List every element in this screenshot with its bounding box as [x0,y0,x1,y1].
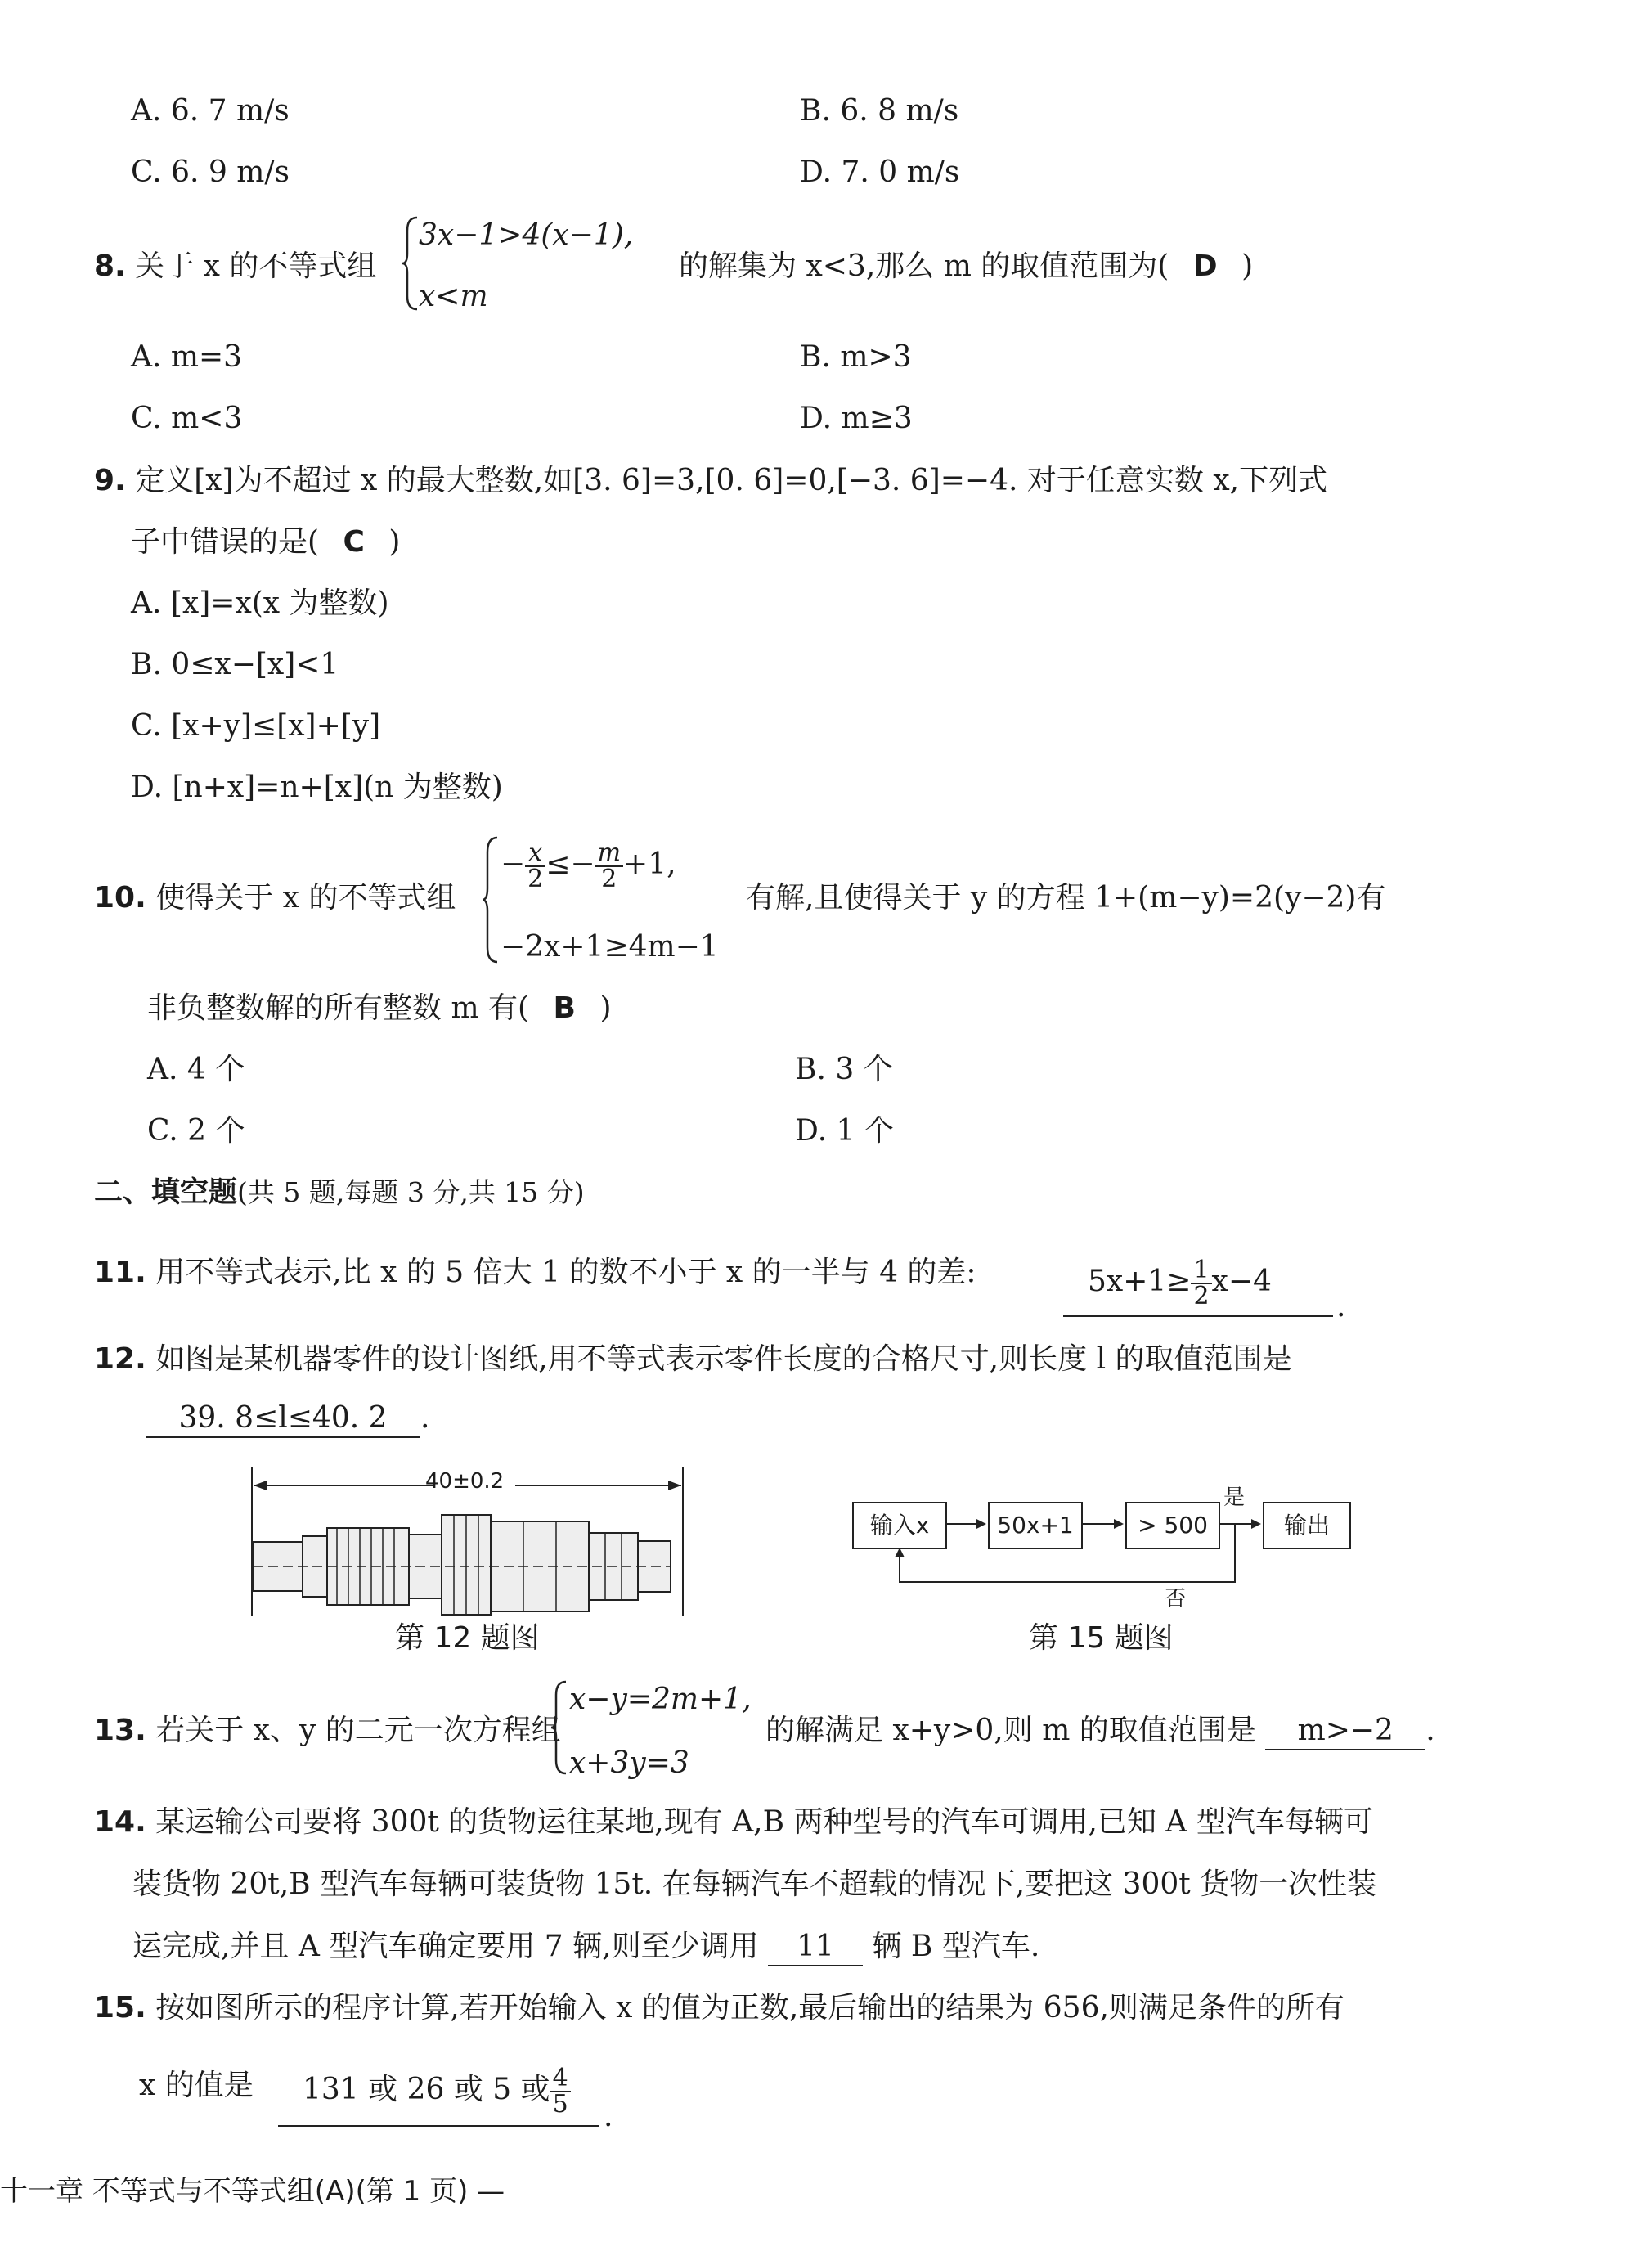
q15-number: 15. [94,1991,146,2025]
q14-text3b: 辆 B 型汽车. [872,1930,1040,1963]
q10-row1-leq: ≤− [545,847,595,881]
flow-arrows [851,1497,1358,1603]
flow-output-box: 输出 [1263,1502,1351,1549]
q13-stem [94,1716,561,1746]
q8-close: ) [1241,249,1254,283]
q10-prefix: 使得关于 x 的不等式组 [155,881,456,915]
q14-line1 [94,1805,1373,1839]
q15-end: . [604,2100,613,2133]
q15-answer-frac [550,2066,571,2117]
q10-system-row2: −2x+1≥4m−1 [501,930,719,964]
q8-brace [401,214,420,312]
q15-answer-a: 131 或 26 或 5 或 [303,2073,550,2106]
q10-frac-m-over-2 [595,838,623,893]
q13-brace [550,1679,569,1777]
q10-frac2-num: m [595,841,623,867]
q13-number: 13. [94,1714,146,1747]
q8-tail [679,249,1254,283]
q7-option-c: C. 6. 9 m/s [131,155,290,189]
flow-yes-label: 是 [1223,1485,1246,1510]
flow-condition-box: > 500 [1125,1502,1220,1549]
q10-row1-minus: − [501,847,526,881]
q15-line1 [94,1993,1344,2023]
flow-calc-box: 50x+1 [988,1502,1083,1549]
q10-line2 [147,991,612,1025]
q10-option-c: C. 2 个 [147,1114,245,1148]
q8-prefix: 关于 x 的不等式组 [135,249,377,283]
q11-answer-frac [1191,1258,1211,1309]
q11-text: 用不等式表示,比 x 的 5 倍大 1 的数不小于 x 的一半与 4 的差: [155,1256,976,1289]
q10-answer: B [553,991,576,1025]
q11-line [94,1258,976,1288]
q8-stem [94,249,377,283]
q9-option-d: D. [n+x]=n+[x](n 为整数) [131,771,503,804]
q11-frac-den: 2 [1193,1282,1210,1310]
q9-close: ) [388,525,401,559]
q8-system-row2: x<m [419,280,488,313]
q9-text2: 子中错误的是( [131,525,320,559]
q13-suffix: 的解满足 x+y>0,则 m 的取值范围是 [765,1714,1256,1747]
q10-number: 10. [94,881,146,915]
q9-text: 定义[x]为不超过 x 的最大整数,如[3. 6]=3,[0. 6]=0,[−3. 6]=−4. 对于任意实数 x,下列式 [135,464,1328,497]
q12-end: . [420,1401,430,1435]
q9-option-b: B. 0≤x−[x]<1 [131,648,339,681]
q8-option-c: C. m<3 [131,402,243,435]
q10-close: ) [599,991,612,1025]
q14-text1: 某运输公司要将 300t 的货物运往某地,现有 A,B 两种型号的汽车可调用,已知 A 型汽车每辆可 [155,1805,1373,1839]
q11-frac-num: 1 [1191,1258,1211,1284]
q9-answer: C [343,525,365,559]
q11-answer-blank [1063,1240,1333,1317]
q14-line3 [132,1932,1039,1966]
q10-frac1-den: 2 [527,865,544,893]
q10-frac1-num: x [525,841,545,867]
q7-option-b: B. 6. 8 m/s [800,94,959,128]
q12-answer-line [146,1401,430,1438]
q8-number: 8. [94,249,126,283]
q15-caption: 第 15 题图 [1029,1621,1174,1655]
q14-line2: 装货物 20t,B 型汽车每辆可装货物 15t. 在每辆汽车不超载的情况下,要把这 300t 货物一次性装 [132,1867,1377,1901]
q8-suffix: 的解集为 x<3,那么 m 的取值范围为( [679,249,1169,283]
q9-line2 [131,525,401,559]
q10-row1-tail: +1, [623,847,676,881]
flow-no-label: 否 [1165,1587,1187,1611]
q10-text2: 非负整数解的所有整数 m 有( [147,991,530,1025]
q7-option-d: D. 7. 0 m/s [800,155,960,189]
q10-option-b: B. 3 个 [795,1053,893,1086]
q8-system-row1: 3x−1>4(x−1), [419,218,634,252]
q14-number: 14. [94,1805,146,1839]
q10-system-row1 [501,838,676,893]
flow-input-box: 输入x [852,1502,947,1549]
q10-stem [94,883,456,913]
q13-system-row1: x−y=2m+1, [569,1683,752,1716]
q12-number: 12. [94,1342,146,1376]
q14-text3a: 运完成,并且 A 型汽车确定要用 7 辆,则至少调用 [132,1930,759,1963]
q10-brace [481,834,501,965]
q12-dimension-label: 40±0.2 [425,1469,505,1494]
q9-number: 9. [94,464,126,497]
q11-number: 11. [94,1256,146,1289]
q10-suffix: 有解,且使得关于 y 的方程 1+(m−y)=2(y−2)有 [746,881,1386,915]
q15-frac-den: 5 [552,2090,568,2119]
q10-option-d: D. 1 个 [795,1114,894,1148]
q12-line1 [94,1342,1292,1376]
q15-line2-label: x 的值是 [139,2069,254,2102]
q11-answer-b: x−4 [1211,1265,1272,1298]
q9-line1 [94,466,1327,496]
section2-title: 二、填空题 [94,1176,238,1209]
q8-option-b: B. m>3 [800,340,912,374]
q12-text: 如图是某机器零件的设计图纸,用不等式表示零件长度的合格尺寸,则长度 l 的取值范围是 [155,1342,1292,1376]
q14-answer: 11 [768,1932,863,1966]
q8-option-a: A. m=3 [131,340,243,374]
q15-text1: 按如图所示的程序计算,若开始输入 x 的值为正数,最后输出的结果为 656,则满足条件的所有 [155,1991,1344,2025]
page-footer: 十一章 不等式与不等式组(A)(第 1 页) — [0,2175,505,2208]
q11-end: . [1336,1290,1346,1323]
section2-heading [94,1178,585,1207]
q9-option-a: A. [x]=x(x 为整数) [131,586,389,620]
q13-tail [765,1716,1435,1750]
q13-system-row2: x+3y=3 [569,1746,689,1780]
q7-option-a: A. 6. 7 m/s [131,94,290,128]
q8-answer: D [1192,249,1218,283]
q10-frac-x-over-2 [525,838,545,893]
q10-option-a: A. 4 个 [147,1053,245,1086]
q13-answer: m>−2 [1265,1716,1425,1750]
q12-caption: 第 12 题图 [395,1621,540,1655]
q10-frac2-den: 2 [601,865,617,893]
q9-option-c: C. [x+y]≤[x]+[y] [131,709,381,743]
q11-answer-a: 5x+1≥ [1088,1265,1192,1298]
q15-frac-num: 4 [550,2066,571,2092]
q8-option-d: D. m≥3 [800,402,913,435]
q15-answer-blank [278,2052,599,2127]
q13-prefix: 若关于 x、y 的二元一次方程组 [155,1714,561,1747]
section2-info: (共 5 题,每题 3 分,共 15 分) [237,1176,585,1208]
q12-answer: 39. 8≤l≤40. 2 [146,1404,420,1438]
q13-end: . [1425,1714,1435,1747]
